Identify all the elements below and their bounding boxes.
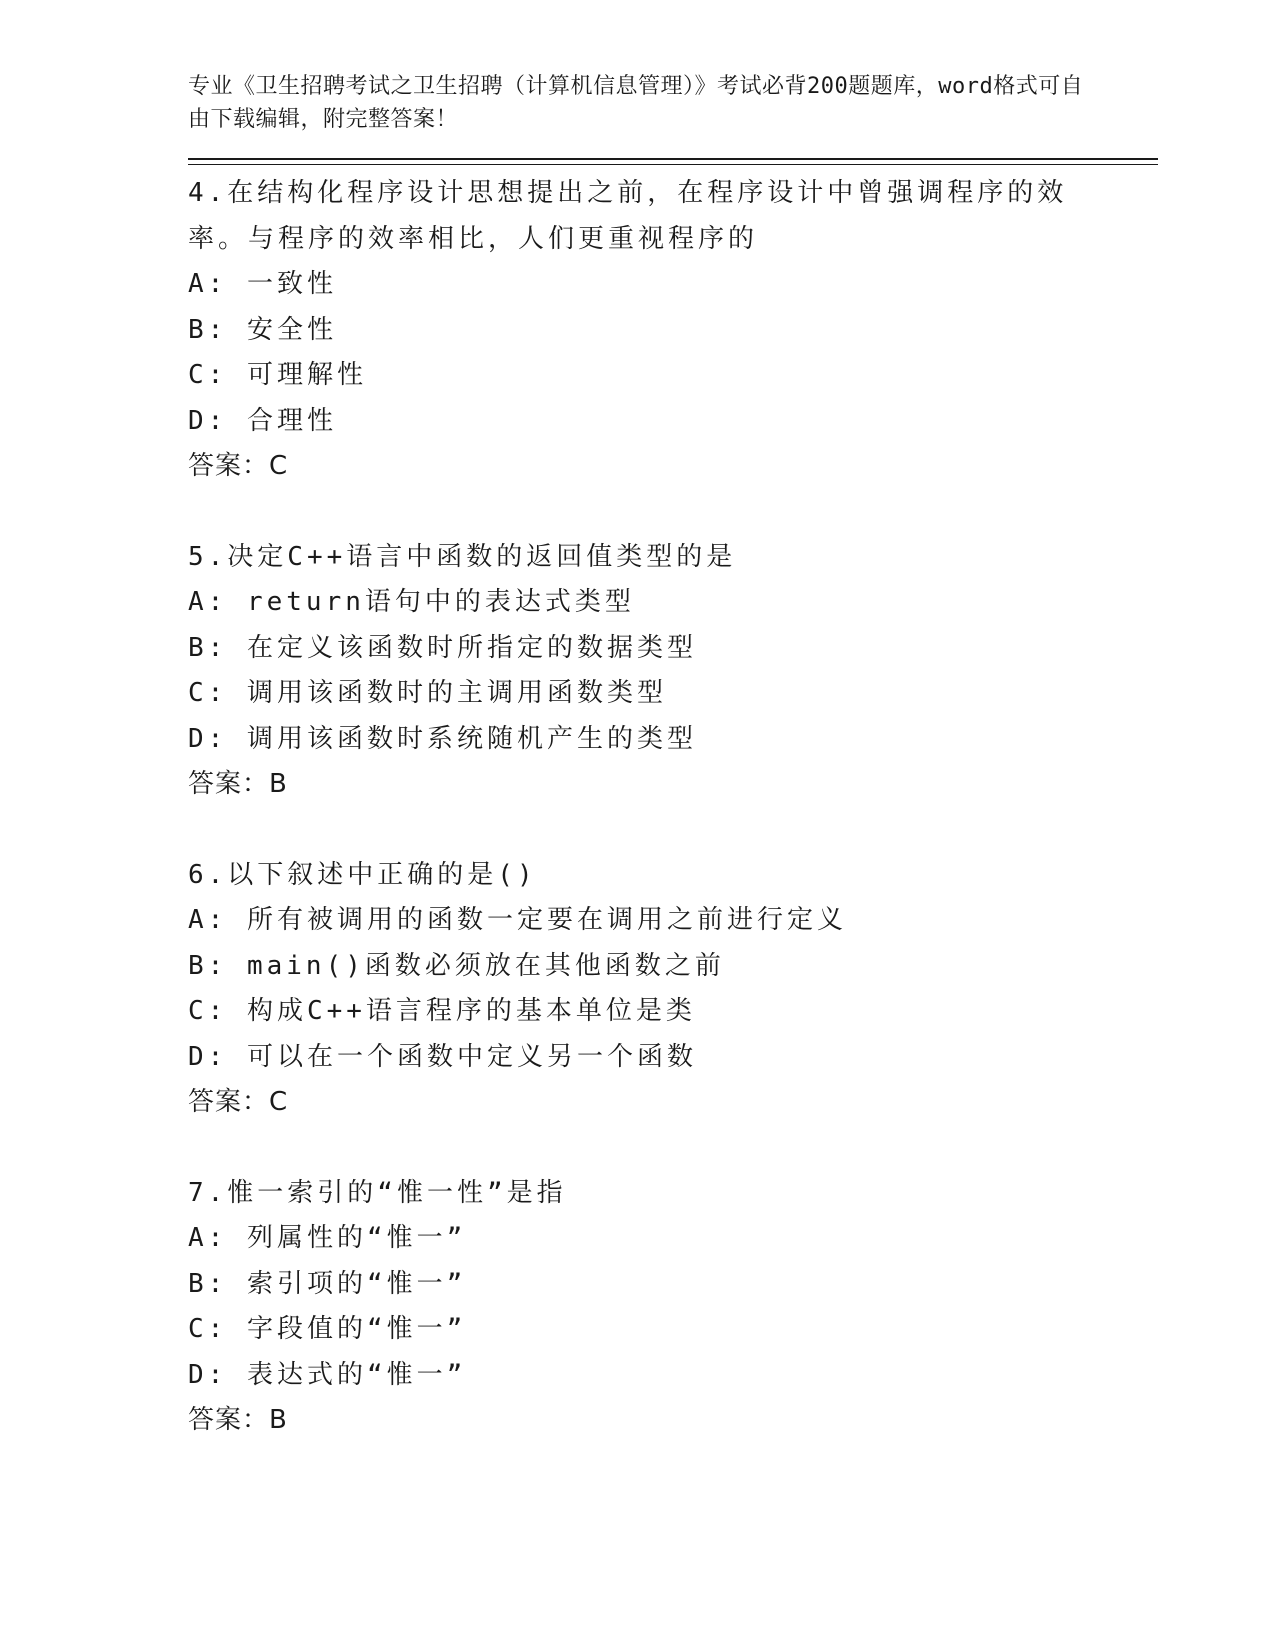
question-item (188, 853, 1158, 1126)
option-d: D: 合理性 (188, 405, 337, 436)
option-a: A: 所有被调用的函数一定要在调用之前进行定义 (188, 905, 847, 935)
question-stem: 4.在结构化程序设计思想提出之前，在程序设计中曾强调程序的效率。与程序的效率相比，人们更重视程序的 (188, 178, 1068, 254)
answer-line: 答案：C (188, 451, 289, 481)
option-c: C: 可理解性 (188, 360, 367, 390)
option-a: A: 一致性 (188, 269, 337, 299)
option-b: B: 安全性 (188, 314, 337, 345)
option-c: C: 构成C++语言程序的基本单位是类 (188, 996, 696, 1026)
question-list (188, 171, 1158, 1444)
option-a: A: return语句中的表达式类型 (188, 587, 635, 617)
answer-line: 答案：C (188, 1087, 289, 1117)
option-c: C: 字段值的“惟一” (188, 1314, 467, 1344)
document-header: 专业《卫生招聘考试之卫生招聘（计算机信息管理）》考试必背200题题库，word格式可自由下载编辑，附完整答案！ (188, 74, 1084, 132)
answer-line: 答案：B (188, 1405, 288, 1435)
option-d: D: 调用该函数时系统随机产生的类型 (188, 723, 697, 754)
question-stem: 5.决定C++语言中函数的返回值类型的是 (188, 541, 737, 572)
question-item (188, 171, 1158, 490)
option-b: B: main()函数必须放在其他函数之前 (188, 950, 725, 981)
option-b: B: 在定义该函数时所指定的数据类型 (188, 632, 697, 663)
question-item (188, 535, 1158, 808)
question-item (188, 1171, 1158, 1444)
document-page (188, 70, 1158, 1489)
answer-line: 答案：B (188, 769, 288, 799)
header-divider (188, 158, 1158, 165)
option-d: D: 表达式的“惟一” (188, 1359, 467, 1390)
option-d: D: 可以在一个函数中定义另一个函数 (188, 1041, 697, 1072)
question-stem: 7.惟一索引的“惟一性”是指 (188, 1177, 567, 1208)
option-c: C: 调用该函数时的主调用函数类型 (188, 678, 667, 708)
option-b: B: 索引项的“惟一” (188, 1268, 467, 1299)
option-a: A: 列属性的“惟一” (188, 1223, 467, 1253)
question-stem: 6.以下叙述中正确的是() (188, 859, 537, 890)
